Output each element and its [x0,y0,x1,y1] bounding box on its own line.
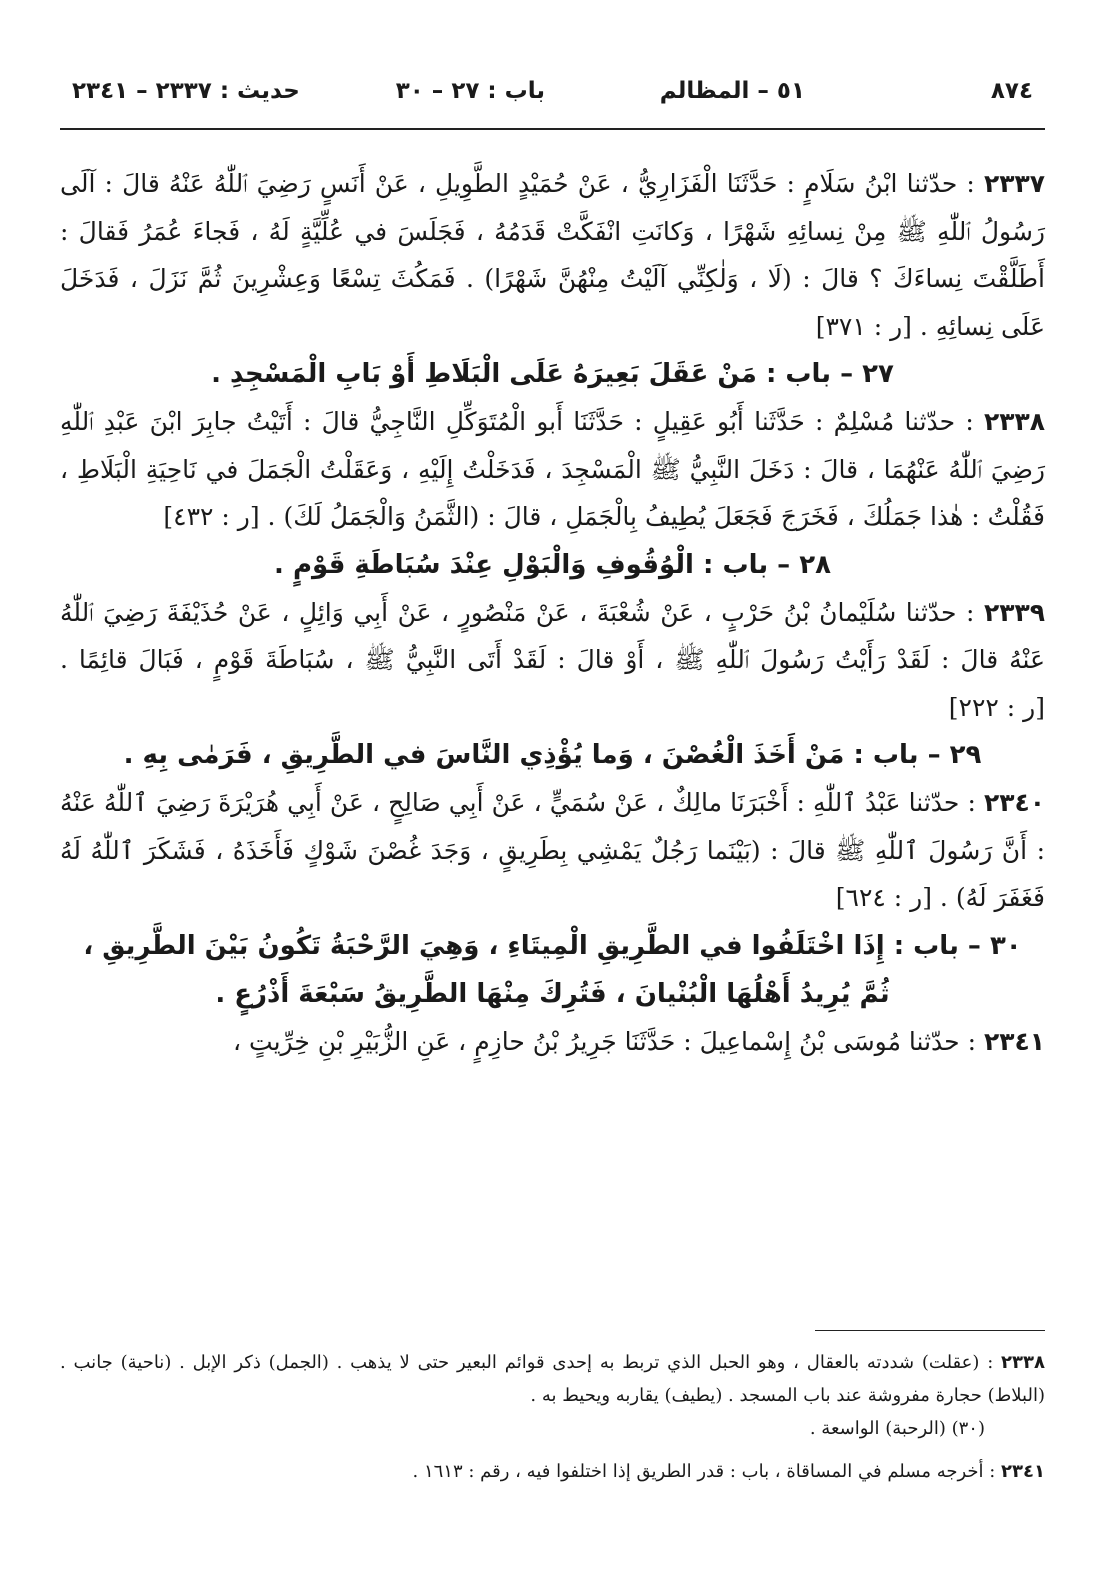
hadith-2337 [60,160,1045,350]
header-divider [60,128,1045,130]
running-header [60,78,1045,122]
hadith-text: : حدّثنا سُلَيْمانُ بْنُ حَرْبٍ ، عَنْ شُعْبَةَ ، عَنْ مَنْصُورٍ ، عَنْ أَبِي وَائِلٍ ، عَنْ حُذَيْفَةَ رَضِيَ ٱللّٰهُ عَنْهُ قالَ : لَقَدْ رَأَيْتُ رَسُولَ ٱللّٰهِ ﷺ ، أَوْ قالَ : لَقَدْ أَتَى النَّبِيُّ ﷺ ، سُبَاطَةَ قَوْمٍ ، فَبَالَ قائِمًا . [60,597,1045,674]
hadith-number: ٢٣٣٨ [983,407,1045,436]
hadith-number: ٢٣٣٩ [983,597,1045,627]
hadith-text: : حدّثنا مُوسَى بْنُ إِسْماعِيلَ : حَدَّثَنَا جَرِيرُ بْنُ حازِمٍ ، عَنِ الزُّبَيْرِ بْنِ خِرِّيتٍ ، [233,1026,984,1056]
chapter-heading-30-line-2: ثُمَّ يُرِيدُ أَهْلُهَا الْبُنْيانَ ، فَتُرِكَ مِنْهَا الطَّرِيقُ سَبْعَةَ أَذْرُعٍ . [215,978,890,1009]
chapter-heading-28: ٢٨ – باب : الْوُقُوفِ وَالْبَوْلِ عِنْدَ سُبَاطَةِ قَوْمٍ . [274,549,831,580]
chapter-heading-29: ٢٩ – باب : مَنْ أَخَذَ الْغُصْنَ ، وَما يُؤْذِي النَّاسَ في الطَّرِيقِ ، فَرَمٰى بِهِ . [123,740,982,770]
chapter-heading-27: ٢٧ – باب : مَنْ عَقَلَ بَعِيرَهُ عَلَى الْبَلَاطِ أَوْ بَابِ الْمَسْجِدِ . [211,359,894,389]
hadith-number: ٢٣٤٠ [983,788,1045,817]
hadith-text: : حدّثنا عَبْدُ ٱللّٰهِ : أَخْبَرَنَا مالِكٌ ، عَنْ سُمَيٍّ ، عَنْ أَبِي صَالِحٍ ، عَنْ أَبِي هُرَيْرَةَ رَضِيَ ٱللّٰهُ عَنْهُ : أَنَّ رَسُولَ ٱللّٰهِ ﷺ قالَ : (بَيْنَما رَجُلٌ يَمْشِي بِطَرِيقٍ ، وَجَدَ غُصْنَ شَوْكٍ فَأَخَذَهُ ، فَشَكَرَ ٱللّٰهُ لَهُ فَغَفَرَ لَهُ) . [60,788,1045,912]
footnote-number: ٢٣٣٨ [1001,1352,1045,1373]
footnote-2341 [60,1455,1045,1488]
main-text [60,160,1045,1065]
chapter-range: باب : ٢٧ – ٣٠ [395,78,545,104]
hadith-text: : حدّثنا ابْنُ سَلَامٍ : حَدَّثَنَا الْفَزَارِيُّ ، عَنْ حُمَيْدٍ الطَّوِيلِ ، عَنْ أَنَسٍ رَضِيَ ٱللّٰهُ عَنْهُ قالَ : آلَى رَسُولُ ٱللّٰهِ ﷺ مِنْ نِسائِهِ شَهْرًا ، وَكانَتِ انْفَكَّتْ قَدَمُهُ ، فَجَلَسَ في عُلِّيَّةٍ لَهُ ، فَجاءَ عُمَرُ فَقالَ : أَطَلَّقْتَ نِساءَكَ ؟ قالَ : (لَا ، وَلٰكِنِّي آلَيْتُ مِنْهُنَّ شَهْرًا) . فَمَكُثَ تِسْعًا وَعِشْرِينَ ثُمَّ نَزَلَ ، فَدَخَلَ عَلَى نِسائِهِ . [60,169,1045,341]
hadith-number: ٢٣٣٧ [983,169,1045,198]
footnote-30: (٣٠) (الرحبة) الواسعة . [809,1418,985,1439]
footnote-text: : أخرجه مسلم في المساقاة ، باب : قدر الطريق إذا اختلفوا فيه ، رقم : ١٦١٣ . [412,1461,1002,1482]
footnotes [60,1346,1045,1488]
hadith-range: حديث : ٢٣٣٧ – ٢٣٤١ [72,78,300,104]
book-title: ٥١ – المظالم [659,78,805,104]
chapter-heading-30-line-1: ٣٠ – باب : إِذَا اخْتَلَفُوا في الطَّرِيقِ الْمِيتَاءِ ، وَهِيَ الرَّحْبَةُ تَكُونُ بَيْنَ الطَّرِيقِ ، [83,930,1022,961]
cross-reference: [ر : ٣٧١] [815,311,912,341]
hadith-2341 [60,1018,1045,1066]
cross-reference: [ر : ٢٢٢] [948,692,1045,722]
hadith-2339 [60,589,1045,732]
hadith-2340 [60,779,1045,922]
hadith-number: ٢٣٤١ [983,1026,1045,1056]
hadith-text: : حدّثنا مُسْلِمٌ : حَدَّثَنا أَبُو عَقِيلٍ : حَدَّثَنَا أَبو الْمُتَوَكِّلِ النَّاجِيُّ قالَ : أَتَيْتُ جابِرَ ابْنَ عَبْدِ ٱللّٰهِ رَضِيَ ٱللّٰهُ عَنْهُمَا ، قالَ : دَخَلَ النَّبِيُّ ﷺ الْمَسْجِدَ ، فَدَخَلْتُ إِلَيْهِ ، وَعَقَلْتُ الْجَمَلَ في نَاحِيَةِ الْبَلَاطِ ، فَقُلْتُ : هٰذا جَمَلُكَ ، فَخَرَجَ فَجَعَلَ يُطِيفُ بِالْجَمَلِ ، قالَ : (الثَّمَنُ وَالْجَمَلُ لَكَ) . [60,407,1045,531]
footnote-2338 [60,1346,1045,1412]
page-number: ٨٧٤ [990,78,1033,104]
hadith-2338 [60,398,1045,541]
cross-reference: [ر : ٦٢٤] [835,883,932,912]
footnote-text: : (عقلت) شددته بالعقال ، وهو الحبل الذي تربط به إحدى قوائم البعير حتى لا يذهب . (الجمل) ذكر الإبل . (ناحية) جانب . (البلاط) حجارة مفروشة عند باب المسجد . (يطيف) يقاربه ويحيط به . [60,1352,1045,1406]
footnote-divider [815,1330,1045,1331]
footnote-number: ٢٣٤١ [1001,1461,1045,1482]
cross-reference: [ر : ٤٣٢] [163,502,260,531]
